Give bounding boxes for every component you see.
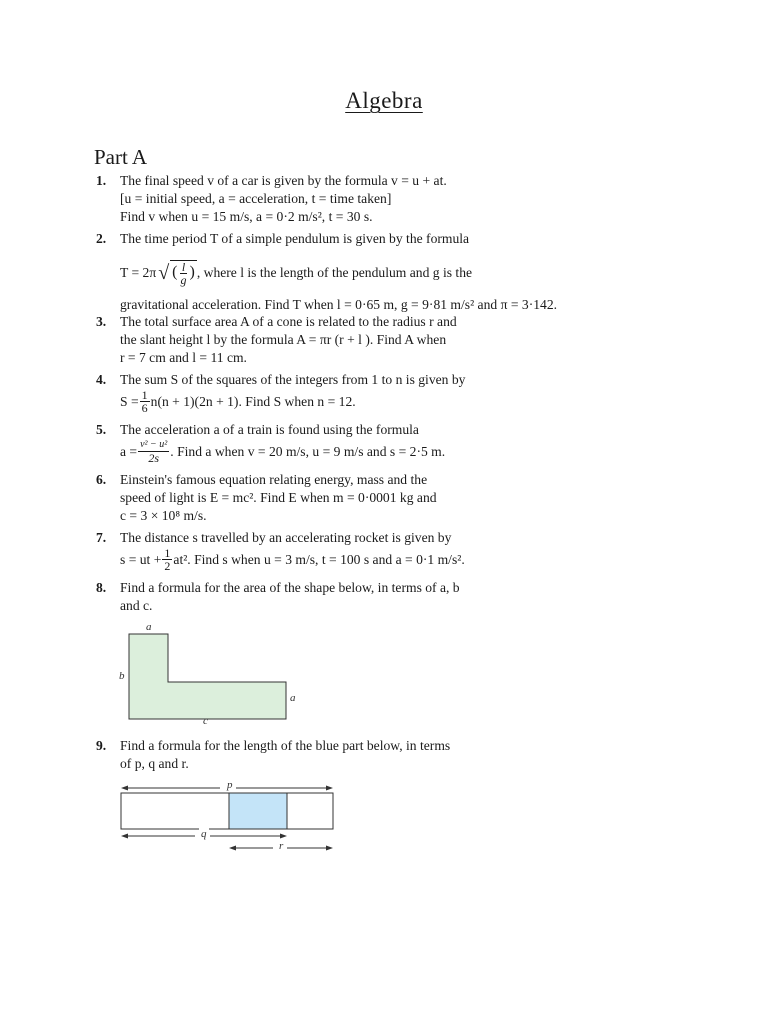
q6-line-3: c = 3 × 10⁸ m/s. <box>120 508 207 523</box>
q4-line-2-rest: n(n + 1)(2n + 1). Find S when n = 12. <box>150 393 356 409</box>
q1-line-3: Find v when u = 15 m/s, a = 0·2 m/s², t = 30 s. <box>120 209 373 224</box>
q5-line-2-rest: . Find a when v = 20 m/s, u = 9 m/s and s = 2·5 m. <box>170 443 446 459</box>
page-title: Algebra <box>345 88 423 113</box>
bar-outer-rectangle <box>121 793 333 829</box>
q2-formula-line: T = 2π √ ( $\frac{l}{g}$ ) , where l is the length of the pendulum and g is the <box>120 260 473 287</box>
q7-line-1: The distance s travelled by an accelerating rocket is given by <box>120 530 452 545</box>
q3-line-1: The total surface area A of a cone is related to the radius r and <box>120 314 457 329</box>
part-heading: Part A <box>94 145 148 169</box>
question-number: 1. <box>96 173 107 188</box>
q7-frac-den: 2 <box>164 559 171 573</box>
question-number: 9. <box>96 738 107 753</box>
q3-line-2: the slant height l by the formula A = πr (r + l ). Find A when <box>120 332 447 347</box>
arrowhead-p-left <box>121 786 128 791</box>
question-number: 4. <box>96 372 107 387</box>
arrowhead-r-right <box>326 846 333 851</box>
q2-frac-num: l <box>181 260 186 274</box>
q2-line-3: gravitational acceleration. Find T when l = 0·65 m, g = 9·81 m/s² and π = 3·142. <box>120 297 558 312</box>
label-r: r <box>279 840 284 852</box>
q2-frac-den: g <box>180 273 187 287</box>
label-q: q <box>201 828 207 840</box>
label-right-a: a <box>290 692 296 704</box>
q1-line-2: [u = initial speed, a = acceleration, t = time taken] <box>120 191 392 206</box>
arrowhead-p-right <box>326 786 333 791</box>
blue-part-rectangle <box>229 793 287 829</box>
q5-frac-num: v² − u² <box>140 439 168 450</box>
question-9 <box>96 737 656 773</box>
label-p: p <box>227 779 233 791</box>
q4-line-1: The sum S of the squares of the integers from 1 to n is given by <box>120 372 466 387</box>
arrowhead-r-left <box>229 846 236 851</box>
q1-line-1: The final speed v of a car is given by the formula v = u + at. <box>120 173 447 188</box>
q5-formula-lhs: a = <box>120 443 138 459</box>
q8-line-2: and c. <box>120 598 153 613</box>
q7-frac-num: 1 <box>164 546 171 560</box>
question-number: 3. <box>96 314 107 329</box>
q5-frac-den: 2s <box>148 451 160 465</box>
q9-line-2: of p, q and r. <box>120 756 189 771</box>
q4-frac-num: 1 <box>141 388 148 402</box>
label-bottom-c: c <box>203 715 208 727</box>
label-left-b: b <box>119 670 125 682</box>
sqrt-sign: √ <box>158 262 170 284</box>
q2-line-1: The time period T of a simple pendulum is given by the formula <box>120 231 470 246</box>
question-number: 5. <box>96 422 107 437</box>
q2-formula-lhs: T = 2π <box>120 265 157 280</box>
arrowhead-q-right <box>280 834 287 839</box>
q6-line-2: speed of light is E = mc². Find E when m = 0·0001 kg and <box>120 490 437 505</box>
q3-line-3: r = 7 cm and l = 11 cm. <box>120 350 247 365</box>
q2-line-2-rest: , where l is the length of the pendulum and g is the <box>196 265 473 280</box>
q4-formula-lhs: S = <box>120 393 139 409</box>
q7-formula-lhs: s = ut + <box>120 551 162 567</box>
arrowhead-q-left <box>121 834 128 839</box>
question-number: 7. <box>96 530 107 545</box>
q7-line-2-rest: at². Find s when u = 3 m/s, t = 100 s and a = 0·1 m/s². <box>173 551 465 567</box>
q5-line-1: The acceleration a of a train is found using the formula <box>120 422 419 437</box>
q8-line-1: Find a formula for the area of the shape below, in terms of a, b <box>120 580 460 595</box>
q6-line-1: Einstein's famous equation relating energy, mass and the <box>120 472 428 487</box>
question-number: 2. <box>96 231 107 246</box>
label-top-a: a <box>146 621 152 633</box>
q9-line-1: Find a formula for the length of the blue part below, in terms <box>120 738 451 753</box>
question-number: 8. <box>96 580 107 595</box>
q4-frac-den: 6 <box>141 401 148 415</box>
l-shape-figure <box>129 634 286 719</box>
question-number: 6. <box>96 472 107 487</box>
